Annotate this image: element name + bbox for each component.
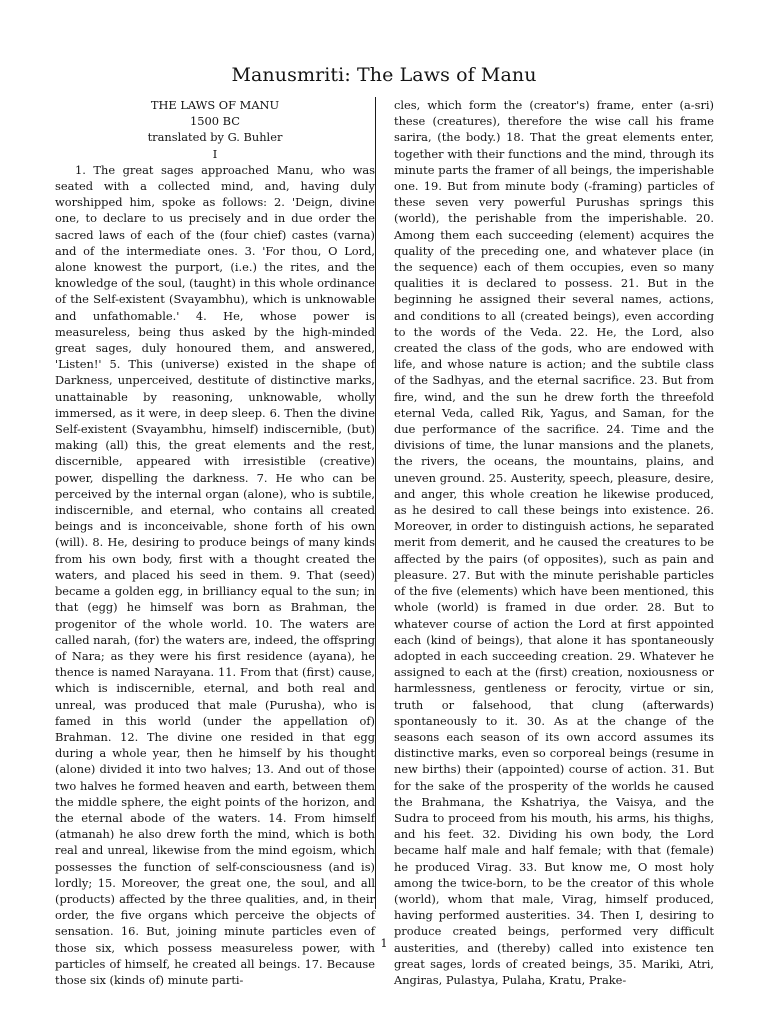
date-line: 1500 BC <box>190 114 240 129</box>
body-paragraph: 1. The great sages approached Manu, who was seated with a collected mind, and, having duly worshipped him, spoke as follows: 2. 'Deign, divine one, to declare to us precisely and in due order the sacred laws of each of the (four chief) castes (varna) and of the intermediate ones. 3. 'For thou, O Lord, alone knowest the purport, (i.e.) the rites, and the knowledge of the soul, (taught) in this whole ordinance of the Self-existent (Svayambhu), which is unknowable and unfathomable.' 4. He, whose power is measureless, being thus asked by the high-minded great sages, duly honoured them, and answered, 'Listen!' 5. This (universe) existed in the shape of Darkness, unperceived, destitute of distinctive marks, unattainable by reasoning, unknowable, wholly immersed, as it were, in deep sleep. 6. Then the divine Self-existent (Svayambhu, himself) indiscernible, (but) making (all) this, the great elements and the rest, discernible, appeared with irresistible (creative) power, dispelling the darkness. 7. He who can be perceived by the internal organ (alone), who is subtile, indiscernible, and eternal, who contains all created beings and is inconceivable, shone forth of his own (will). 8. He, desiring to produce beings of many kinds from his own body, first with a thought created the waters, and placed his seed in them. 9. That (seed) became a golden egg, in brilliancy equal to the sun; in that (egg) he himself was born as Brahman, the progenitor of the whole world. 10. The waters are called narah, (for) the waters are, indeed, the offspring of Nara; as they were his first residence (ayana), he thence is named Narayana. 11. From that (first) cause, which is indiscernible, eternal, and both real and unreal, was produced that male (Purusha), who is famed in this world (under the appellation of) Brahman. 12. The divine one resided in that egg during a whole year, then he himself by his thought (alone) divided it into two halves; 13. And out of those two halves he formed heaven and earth, between them the middle sphere, the eight points of the horizon, and the eternal abode of the waters. 14. From himself (atmanah) he also drew forth the mind, which is both real and unreal, likewise from the mind egoism, which possesses the function of self-consciousness (and is) lordly; 15. Moreover, the great one, the soul, and all (products) affected by the three qualities, and, in their order, the five organs which perceive the objects of sensation. 16. But, joining minute particles even of those six, which possess measureless power, with particles of himself, he created all beings. 17. Because those six (kinds of) minute parti- <box>55 162 375 987</box>
text-header <box>55 97 375 162</box>
column-divider <box>375 97 376 909</box>
page-number: 1 <box>380 936 388 950</box>
document-title: Manusmriti: The Laws of Manu <box>231 64 537 86</box>
translator-line: translated by G. Buhler <box>147 130 283 145</box>
work-heading: THE LAWS OF MANU <box>150 98 280 112</box>
left-column <box>55 97 375 988</box>
right-column <box>394 97 714 988</box>
body-paragraph: cles, which form the (creator's) frame, enter (a-sri) these (creatures), therefore the wise call his frame sarira, (the body.) 18. That the great elements enter, together with their functions and the mind, through its minute parts the framer of all beings, the imperishable one. 19. But from minute body (-framing) particles of these seven very powerful Purushas springs this (world), the perishable from the imperishable. 20. Among them each succeeding (element) acquires the quality of the preceding one, and whatever place (in the sequence) each of them occupies, even so many qualities it is declared to possess. 21. But in the beginning he assigned their several names, actions, and conditions to all (created beings), even according to the words of the Veda. 22. He, the Lord, also created the class of the gods, who are endowed with life, and whose nature is action; and the subtile class of the Sadhyas, and the eternal sacrifice. 23. But from fire, wind, and the sun he drew forth the threefold eternal Veda, called Rik, Yagus, and Saman, for the due performance of the sacrifice. 24. Time and the divisions of time, the lunar mansions and the planets, the rivers, the oceans, the mountains, plains, and uneven ground. 25. Austerity, speech, pleasure, desire, and anger, this whole creation he likewise produced, as he desired to call these beings into existence. 26. Moreover, in order to distinguish actions, he separated merit from demerit, and he caused the creatures to be affected by the pairs (of opposites), such as pain and pleasure. 27. But with the minute perishable particles of the five (elements) which have been mentioned, this whole (world) is framed in due order. 28. But to whatever course of action the Lord at first appointed each (kind of beings), that alone it has spontaneously adopted in each succeeding creation. 29. Whatever he assigned to each at the (first) creation, noxiousness or harmlessness, gentleness or ferocity, virtue or sin, truth or falsehood, that clung (afterwards) spontaneously to it. 30. As at the change of the seasons each season of its own accord assumes its distinctive marks, even so corporeal beings (resume in new births) their (appointed) course of action. 31. But for the sake of the prosperity of the worlds he caused the Brahmana, the Kshatriya, the Vaisya, and the Sudra to proceed from his mouth, his arms, his thighs, and his feet. 32. Dividing his own body, the Lord became half male and half female; with that (female) he produced Virag. 33. But know me, O most holy among the twice-born, to be the creator of this whole (world), whom that male, Virag, himself produced, having performed austerities. 34. Then I, desiring to produce created beings, performed very difficult austerities, and (thereby) called into existence ten great sages, lords of created beings, 35. Mariki, Atri, Angiras, Pulastya, Pulaha, Kratu, Prake- <box>394 98 714 987</box>
chapter-number: I <box>212 146 218 161</box>
